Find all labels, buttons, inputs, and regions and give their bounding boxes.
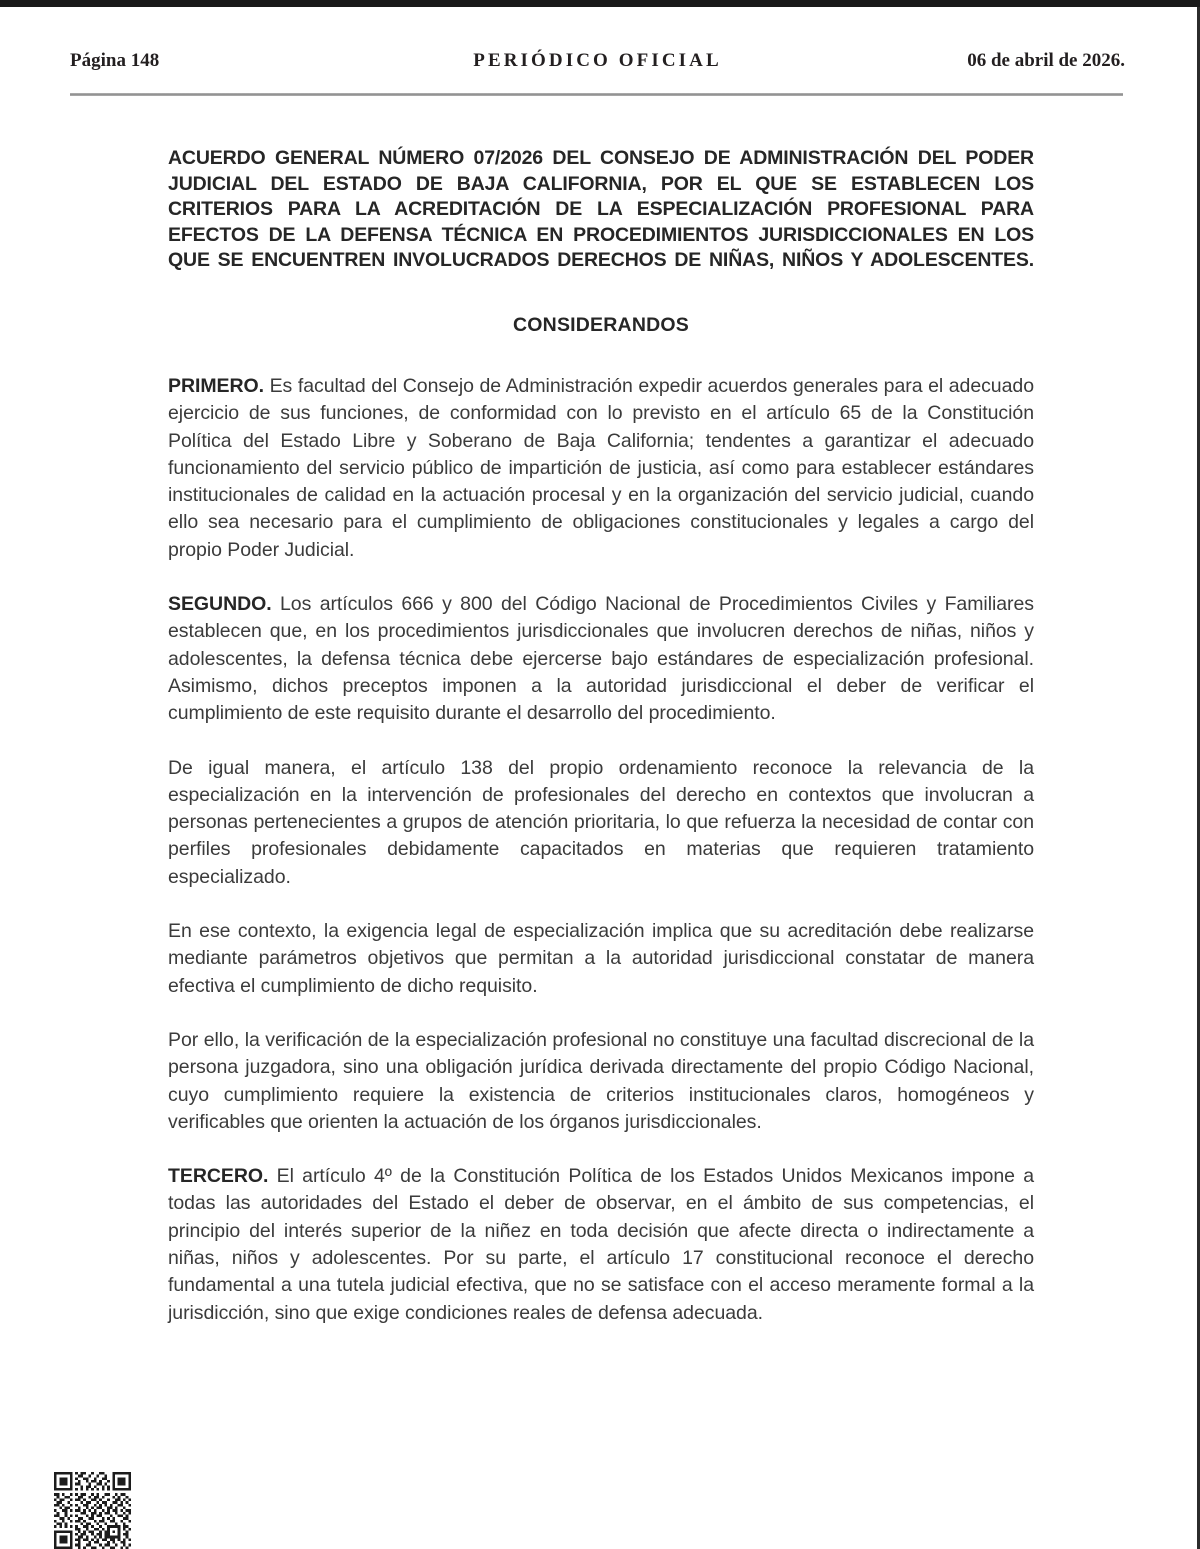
section-heading-considerandos: CONSIDERANDOS bbox=[513, 313, 689, 336]
paragraph-text: De igual manera, el artículo 138 del propio ordenamiento reconoce la relevancia de la especialización en la intervención de profesionales del derecho en contextos que involucran a personas pertenecientes a grupos de atención prioritaria, lo que refuerza la necesidad de contar con perfiles profesionales debidamente capacitados en materias que requieren tratamiento especializado. bbox=[168, 756, 1034, 888]
document-title: ACUERDO GENERAL NÚMERO 07/2026 DEL CONSEJO DE ADMINISTRACIÓN DEL PODER JUDICIAL DEL ESTADO DE BAJA CALIFORNIA, POR EL QUE SE ESTABLECEN LOS CRITERIOS PARA LA ACREDITACIÓN DE LA ESPECIALIZACIÓN PROFESIONAL PARA EFECTOS DE LA DEFENSA TÉCNICA EN PROCEDIMIENTOS JURISDICCIONALES EN LOS QUE SE ENCUENTREN INVOLUCRADOS DERECHOS DE NIÑAS, NIÑOS Y ADOLESCENTES. bbox=[168, 147, 1034, 272]
paragraph-text: Es facultad del Consejo de Administración expedir acuerdos generales para el adecuado ejercicio de sus funciones, de conformidad con lo previsto en el artículo 65 de la Constitución Política del Estado Libre y Soberano de Baja California; tendentes a garantizar el adecuado funcionamiento del servicio público de impartición de justicia, así como para establecer estándares institucionales de calidad en la actuación procesal y en la organización del servicio judicial, cuando ello sea necesario para el cumplimiento de obligaciones constitucionales y legales a cargo del propio Poder Judicial. bbox=[168, 374, 1034, 561]
qr-code-icon bbox=[54, 1472, 131, 1549]
paragraph-lead-label: TERCERO. bbox=[168, 1165, 269, 1188]
header-publication-title: PERIÓDICO OFICIAL bbox=[473, 50, 722, 71]
paragraph-tercero bbox=[168, 1163, 1034, 1327]
paragraph-text: En ese contexto, la exigencia legal de especialización implica que su acreditación debe realizarse mediante parámetros objetivos que permitan a la autoridad jurisdiccional constatar de manera efectiva el cumplimiento de dicho requisito. bbox=[168, 920, 1034, 997]
paragraph-lead-label: PRIMERO. bbox=[168, 374, 265, 397]
paragraph-de-igual-manera bbox=[168, 755, 1034, 891]
document-body bbox=[168, 146, 1034, 1327]
header-divider-rule bbox=[70, 93, 1123, 96]
page-running-header bbox=[70, 50, 1125, 80]
paragraph-en-ese-contexto bbox=[168, 918, 1034, 1000]
header-page-number: Página 148 bbox=[70, 50, 160, 71]
paragraph-text: Por ello, la verificación de la especialización profesional no constituye una facultad discrecional de la persona juzgadora, sino una obligación jurídica derivada directamente del propio Código Nacional, cuyo cumplimiento requiere la existencia de criterios institucionales claros, homogéneos y verificables que orienten la actuación de los órganos jurisdiccionales. bbox=[168, 1028, 1034, 1133]
paragraph-lead-label: SEGUNDO. bbox=[168, 593, 272, 616]
paragraph-primero bbox=[168, 373, 1034, 564]
header-date: 06 de abril de 2026. bbox=[967, 50, 1125, 71]
paragraph-segundo bbox=[168, 591, 1034, 727]
paragraph-text: El artículo 4º de la Constitución Política de los Estados Unidos Mexicanos impone a todas las autoridades del Estado el deber de observar, en el ámbito de sus competencias, el principio del interés superior de la niñez en toda decisión que afecte directa o indirectamente a niñas, niños y adolescentes. Por su parte, el artículo 17 constitucional reconoce el derecho fundamental a una tutela judicial efectiva, que no se satisface con el acceso meramente formal a la jurisdicción, sino que exige condiciones reales de defensa adecuada. bbox=[168, 1165, 1034, 1324]
page-top-edge-band bbox=[0, 0, 1200, 7]
paragraph-por-ello bbox=[168, 1027, 1034, 1136]
paragraph-text: Los artículos 666 y 800 del Código Nacional de Procedimientos Civiles y Familiares establecen que, en los procedimientos jurisdiccionales que involucren derechos de niñas, niños y adolescentes, la defensa técnica debe ejercerse bajo estándares de especialización profesional. Asimismo, dichos preceptos imponen a la autoridad jurisdiccional el deber de verificar el cumplimiento de este requisito durante el desarrollo del procedimiento. bbox=[168, 593, 1034, 725]
